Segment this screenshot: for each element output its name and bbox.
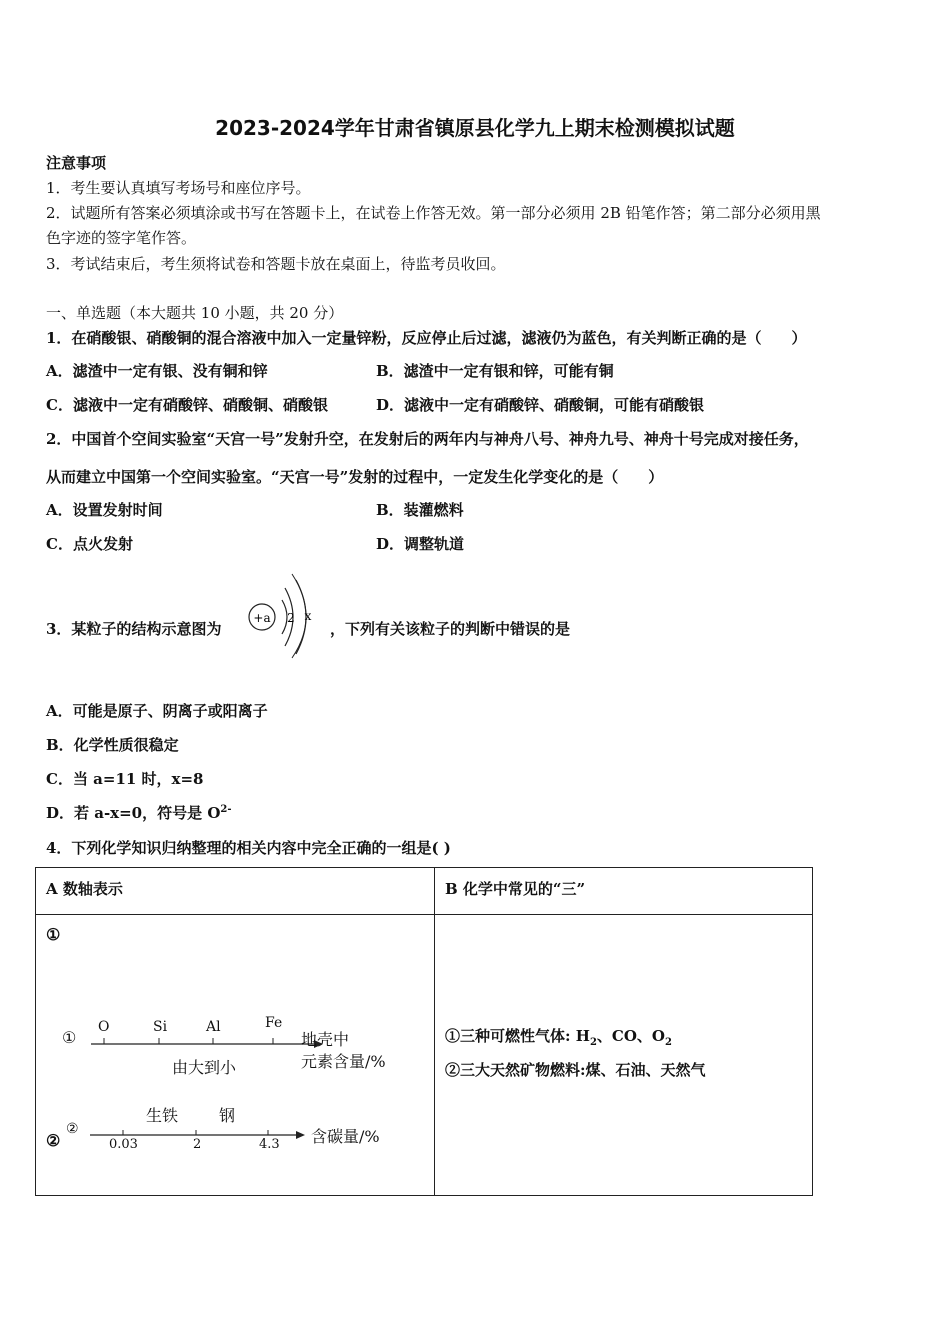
q4-col-a-header [36,868,435,915]
q4-stem: 4．下列化学知识归纳整理的相关内容中完全正确的一组是( ) [46,839,451,857]
q4-table [35,867,813,1196]
axis1-label-fe: Fe [265,1015,283,1031]
q3-option-b: B．化学性质很稳定 [46,736,179,754]
axis1-title-line2: 元素含量/% [301,1052,386,1071]
axis2-tick-43: 4.3 [259,1137,280,1152]
q4-col-b-title: B 化学中常见的“三” [445,880,586,898]
q4-col-b-item1 [445,1025,672,1048]
axis1-label-al: Al [206,1019,221,1035]
item1-text: ①三种可燃性气体: H [445,1027,590,1045]
item1-sub-1: 2 [589,1037,597,1048]
q4-col-b-header [435,868,813,915]
q3-option-a: A．可能是原子、阴离子或阳离子 [46,702,268,720]
q4-col-a-title: A 数轴表示 [46,880,123,898]
q2-stem-line1: 2．中国首个空间实验室“天宫一号”发射升空，在发射后的两年内与神舟八号、神舟九号、神舟十号完成对接任务， [46,430,809,448]
axis2-label-steel: 钢 [219,1106,236,1125]
axis1-direction: 由大到小 [172,1058,237,1077]
notice-item: 2．试题所有答案必须填涂或书写在答题卡上，在试卷上作答无效。第一部分必须用 2B 铅笔作答；第二部分必须用黑 [46,204,821,222]
q1-option-a: A．滤渣中一定有银、没有铜和锌 [46,362,268,380]
axis2-marker: ② [46,1131,61,1150]
item1-mid: 、CO、O [596,1027,665,1045]
q1-option-c: C．滤液中一定有硝酸锌、硝酸铜、硝酸银 [46,396,328,414]
nucleus-label: +a [253,611,271,625]
notice-item: 3．考试结束后，考生须将试卷和答题卡放在桌面上，待监考员收回。 [46,255,506,273]
page-title: 2023-2024学年甘肃省镇原县化学九上期末检测模拟试题 [215,116,735,140]
q3-option-d-text: D．若 a-x=0，符号是 O [46,804,221,822]
shell1-count: 2 [287,611,295,625]
item1-sub-2: 2 [664,1037,672,1048]
axis2-tick-003: 0.03 [109,1137,138,1152]
q1-stem: 1．在硝酸银、硝酸铜的混合溶液中加入一定量锌粉，反应停止后过滤，滤液仍为蓝色，有关判断正确的是（ ） [46,329,807,347]
q1-option-b: B．滤渣中一定有银和锌，可能有铜 [376,362,614,380]
axis2-title: 含碳量/% [311,1127,380,1146]
notice-item: 1．考生要认真填写考场号和座位序号。 [46,179,311,197]
q3-option-c: C．当 a=11 时，x=8 [46,770,204,788]
axis1-label-o: O [98,1019,110,1035]
section-heading: 一、单选题（本大题共 10 小题，共 20 分） [46,304,344,322]
q2-stem-line2: 从而建立中国第一个空间实验室。“天宫一号”发射的过程中，一定发生化学变化的是（ ） [46,468,664,486]
axis1-marker: ① [62,1028,77,1047]
q2-option-b: B．装灌燃料 [376,501,464,519]
q2-option-a: A．设置发射时间 [46,501,163,519]
q3-option-d [46,802,232,823]
q1-option-d: D．滤液中一定有硝酸锌、硝酸铜，可能有硝酸银 [376,396,705,414]
axis1-title-line1: 地壳中 [301,1030,350,1049]
axis1-label-si: Si [153,1019,168,1035]
notice-heading: 注意事项 [46,154,107,172]
axis2-label-pig-iron: 生铁 [146,1106,179,1125]
q3-option-d-charge: 2- [220,804,232,815]
atom-structure-diagram [238,570,328,660]
q2-option-c: C．点火发射 [46,535,133,553]
notice-item: 色字迹的签字笔作答。 [46,229,197,247]
axis2-tick-2: 2 [193,1137,202,1152]
q3-stem-before: 3．某粒子的结构示意图为 [46,620,222,638]
q4-marker-top: ① [46,925,61,944]
axis2-marker-small: ② [66,1121,79,1137]
q3-stem-after: ，下列有关该粒子的判断中错误的是 [330,620,571,638]
shell2-count: x [304,609,312,623]
q4-col-b-item2: ②三大天然矿物燃料:煤、石油、天然气 [445,1061,706,1079]
q2-option-d: D．调整轨道 [376,535,465,553]
q4-col-a-body [36,915,435,1196]
q4-col-b-body [435,915,813,1196]
